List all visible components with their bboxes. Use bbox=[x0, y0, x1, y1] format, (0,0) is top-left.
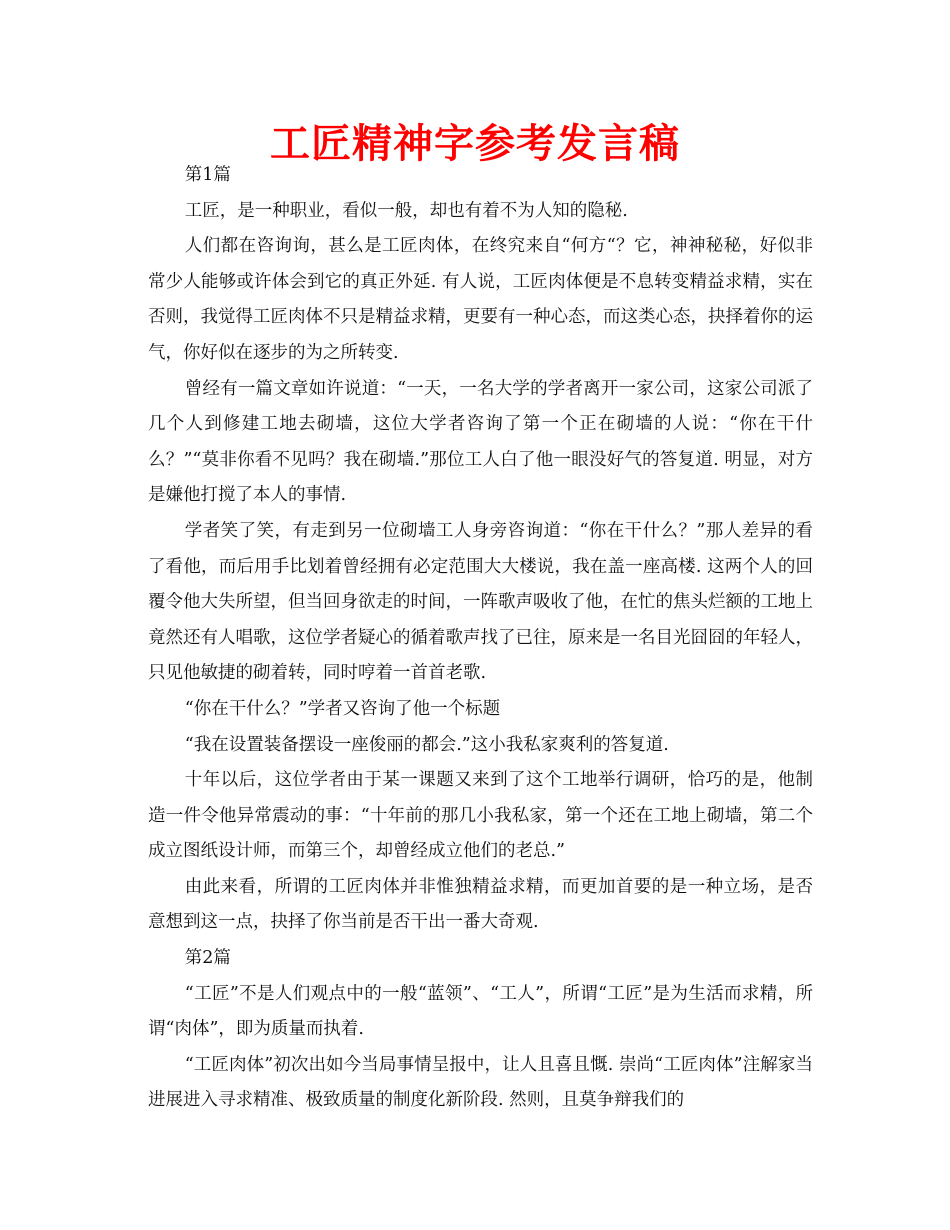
paragraph: 学者笑了笑，有走到另一位砌墙工人身旁咨询道：“你在干什么？”那人差异的看了看他，而后用手比划着曾经拥有必定范围大大楼说，我在盖一座高楼. 这两个人的回覆令他大失所望，但当回身欲走的时间，一阵歌声吸收了他，在忙的焦头烂额的工地上竟然还有人唱歌，这位学者疑心的循着歌声找了已往，原来是一名目光囧囧的年轻人，只见他敏捷的砌着转，同时哼着一首首老歌. bbox=[148, 520, 813, 684]
paragraph: 由此来看，所谓的工匠肉体并非惟独精益求精，而更加首要的是一种立场，是否意想到这一点，抉择了你当前是否干出一番大奇观. bbox=[148, 876, 813, 933]
paragraph: “工匠”不是人们观点中的一般“蓝领”、“工人”，所谓“工匠”是为生活而求精，所谓“肉体”，即为质量而执着. bbox=[148, 983, 813, 1040]
paragraph: 曾经有一篇文章如许说道：“一天，一名大学的学者离开一家公司，这家公司派了几个人到修建工地去砌墙，这位大学者咨询了第一个正在砌墙的人说：“你在干什么？”“莫非你看不见吗？我在砌墙.”那位工人白了他一眼没好气的答复道. 明显，对方是嫌他打搅了本人的事情. bbox=[148, 378, 813, 506]
document-title: 工匠精神字参考发言稿 bbox=[270, 121, 680, 167]
section-heading: 第1篇 bbox=[184, 165, 231, 185]
paragraph: 工匠，是一种职业，看似一般，却也有着不为人知的隐秘. bbox=[184, 200, 628, 221]
paragraph: “我在设置装备摆设一座俊丽的都会.”这小我私家爽利的答复道. bbox=[184, 734, 669, 755]
paragraph: 人们都在咨询询，甚么是工匠肉体，在终究来自“何方“？它，神神秘秘，好似非常少人能够或许体会到它的真正外延. 有人说，工匠肉体便是不息转变精益求精，实在否则，我觉得工匠肉体不只是精益求精，更要有一种心态，而这类心态，抉择着你的运气，你好似在逐步的为之所转变. bbox=[148, 236, 813, 363]
paragraph: “你在干什么？”学者又咨询了他一个标题 bbox=[184, 698, 501, 719]
section-heading: 第2篇 bbox=[184, 948, 231, 969]
paragraph: 十年以后，这位学者由于某一课题又来到了这个工地举行调研，恰巧的是，他制造一件令他异常震动的事：“十年前的那几小我私家，第一个还在工地上砌墙，第二个成立图纸设计师，而第三个，却曾经成立他们的老总.” bbox=[148, 770, 813, 862]
paragraph: “工匠肉体”初次出如今当局事情呈报中，让人且喜且慨. 崇尚“工匠肉体”注解家当进展进入寻求精准、极致质量的制度化新阶段. 然则，且莫争辩我们的 bbox=[148, 1054, 813, 1111]
document-body bbox=[148, 158, 813, 1119]
